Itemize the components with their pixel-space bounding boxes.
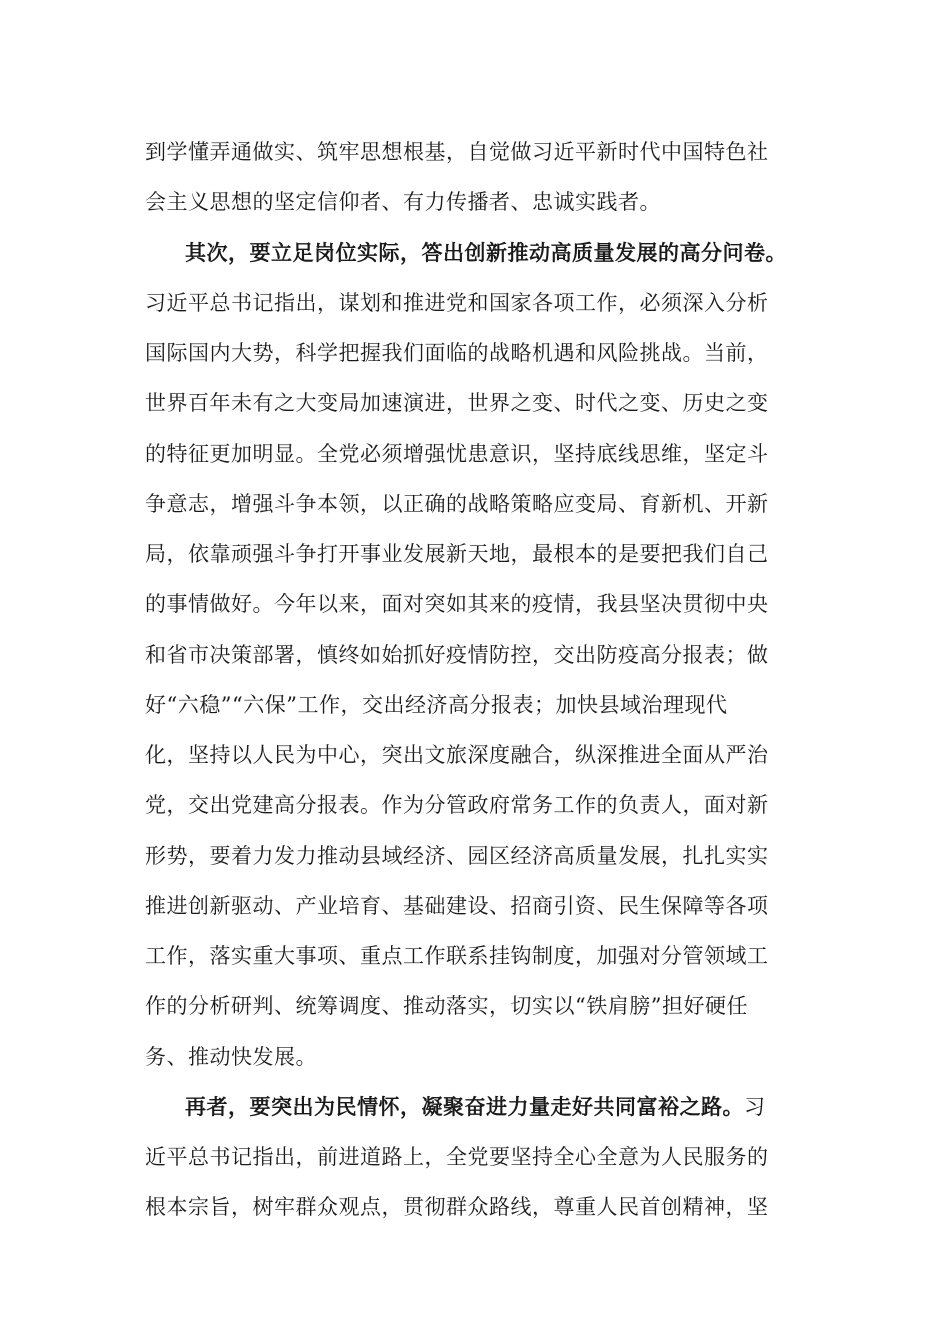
text-line xyxy=(145,831,801,881)
section-heading-line xyxy=(145,228,801,278)
line-text: 化，坚持以人民为中心，突出文旅深度融合，纵深推进全面从严治 xyxy=(145,743,769,767)
line-text: 形势，要着力发力推动县域经济、园区经济高质量发展，扎扎实实 xyxy=(145,843,769,868)
text-line xyxy=(145,479,801,529)
line-text: 会主义思想的坚定信仰者、有力传播者、忠诚实践者。 xyxy=(145,190,661,215)
text-line xyxy=(145,127,801,177)
text-line xyxy=(145,328,801,378)
text-line xyxy=(145,931,801,981)
line-text: 党，交出党建高分报表。作为分管政府常务工作的负责人，面对新 xyxy=(145,793,769,818)
body-text xyxy=(145,127,801,1233)
text-line xyxy=(145,278,801,328)
text-line xyxy=(145,780,801,830)
line-text: 世界百年未有之大变局加速演进，世界之变、时代之变、历史之变 xyxy=(145,391,769,416)
section-heading-third: 再者，要突出为民情怀，凝聚奋进力量走好共同富裕之路。 xyxy=(185,1093,744,1119)
text-line xyxy=(145,378,801,428)
line-text: 和省市决策部署，慎终如始抓好疫情防控，交出防疫高分报表；做 xyxy=(145,642,769,667)
line-text: 到学懂弄通做实、筑牢思想根基，自觉做习近平新时代中国特色社 xyxy=(145,140,769,164)
text-line xyxy=(145,1132,801,1182)
text-line xyxy=(145,529,801,579)
line-text: 推进创新驱动、产业培育、基础建设、招商引资、民生保障等各项 xyxy=(145,893,769,918)
text-line xyxy=(145,981,801,1031)
line-text: 的事情做好。今年以来，面对突如其来的疫情，我县坚决贯彻中央 xyxy=(145,592,769,617)
line-text: 习近平总书记指出，谋划和推进党和国家各项工作，必须深入分析 xyxy=(145,290,769,315)
line-text: 工作，落实重大事项、重点工作联系挂钩制度，加强对分管领域工 xyxy=(145,944,769,968)
text-line xyxy=(145,429,801,479)
section-heading-second: 其次，要立足岗位实际，答出创新推动高质量发展的高分问卷。 xyxy=(185,239,787,265)
text-line xyxy=(145,630,801,680)
line-text: 的特征更加明显。全党必须增强忧患意识，坚持底线思维，坚定斗 xyxy=(145,441,769,466)
line-text: 局，依靠顽强斗争打开事业发展新天地，最根本的是要把我们自己 xyxy=(145,542,769,566)
text-line xyxy=(145,177,801,227)
text-line xyxy=(145,730,801,780)
line-text: 根本宗旨，树牢群众观点，贯彻群众路线，尊重人民首创精神，坚 xyxy=(145,1195,769,1220)
text-line xyxy=(145,881,801,931)
text-line xyxy=(145,680,801,730)
text-line xyxy=(145,579,801,629)
line-text: 习 xyxy=(744,1094,766,1119)
section-heading-line xyxy=(145,1082,801,1132)
line-text: 务、推动快发展。 xyxy=(145,1044,317,1069)
text-line xyxy=(145,1032,801,1082)
line-text: 国际国内大势，科学把握我们面临的战略机遇和风险挑战。当前， xyxy=(145,341,769,365)
line-text: 好“六稳”“六保”工作，交出经济高分报表；加快县域治理现代 xyxy=(145,692,728,717)
line-text: 争意志，增强斗争本领，以正确的战略策略应变局、育新机、开新 xyxy=(145,491,769,516)
line-text: 近平总书记指出，前进道路上，全党要坚持全心全意为人民服务的 xyxy=(145,1145,769,1169)
text-line xyxy=(145,1182,801,1232)
line-text: 作的分析研判、统筹调度、推动落实，切实以“铁肩膀”担好硬任 xyxy=(145,994,748,1019)
